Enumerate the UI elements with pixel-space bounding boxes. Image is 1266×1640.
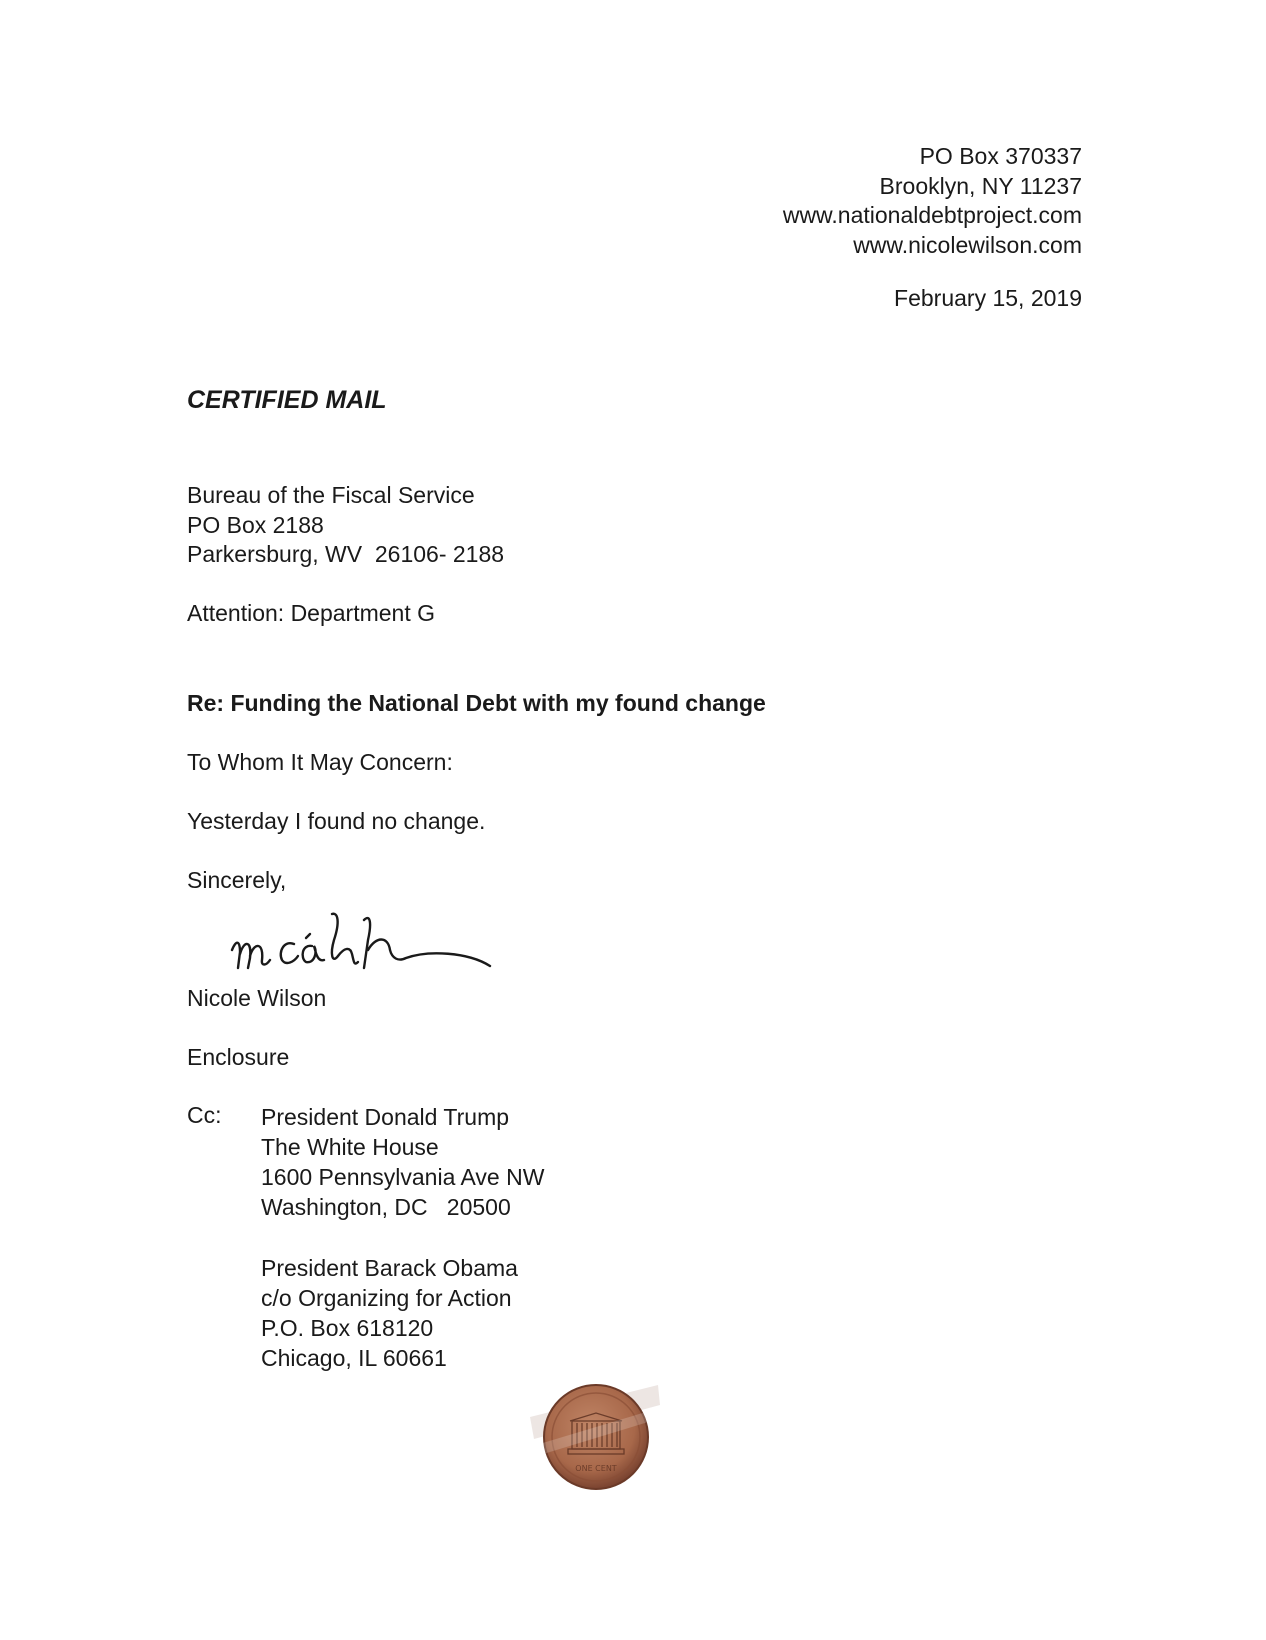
recipient-address-line: PO Box 2188 (187, 511, 324, 538)
cc-address-line: c/o Organizing for Action (261, 1285, 512, 1311)
penny-coin-image (530, 1375, 660, 1495)
certified-mail-heading: CERTIFIED MAIL (187, 386, 387, 414)
sender-website-link: www.nationaldebtproject.com (782, 202, 1082, 228)
recipient-address-line: Bureau of the Fiscal Service (187, 482, 475, 508)
sender-address-line: Brooklyn, NY 11237 (879, 172, 1082, 199)
subject-line: Re: Funding the National Debt with my found change (187, 690, 766, 716)
cc-address-line: Washington, DC 20500 (261, 1194, 511, 1220)
letter-body: Yesterday I found no change. (187, 808, 486, 834)
cc-recipient (261, 1253, 518, 1373)
signer-name: Nicole Wilson (187, 985, 327, 1011)
cc-address-line: The White House (261, 1134, 439, 1160)
enclosure-note: Enclosure (187, 1044, 290, 1070)
recipient-address-line: Parkersburg, WV 26106- 2188 (187, 541, 505, 567)
letter-date: February 15, 2019 (894, 285, 1082, 311)
sender-address-line: PO Box 370337 (919, 143, 1082, 169)
recipient-address (187, 481, 504, 570)
cc-address-line: P.O. Box 618120 (261, 1315, 434, 1341)
cc-address-line: 1600 Pennsylvania Ave NW (261, 1164, 545, 1190)
salutation: To Whom It May Concern: (187, 749, 453, 775)
attention-line: Attention: Department G (187, 600, 436, 626)
closing: Sincerely, (187, 867, 287, 893)
cc-address-line: Chicago, IL 60661 (261, 1345, 447, 1371)
handwritten-signature (228, 910, 518, 980)
cc-address-line: President Donald Trump (261, 1104, 510, 1130)
cc-address-line: President Barack Obama (261, 1255, 518, 1281)
cc-label: Cc: (187, 1102, 222, 1128)
sender-address (783, 142, 1082, 260)
cc-recipient (261, 1102, 544, 1222)
sender-website-link: www.nicolewilson.com (853, 231, 1082, 258)
coin-inscription: ONE CENT (575, 1464, 617, 1473)
